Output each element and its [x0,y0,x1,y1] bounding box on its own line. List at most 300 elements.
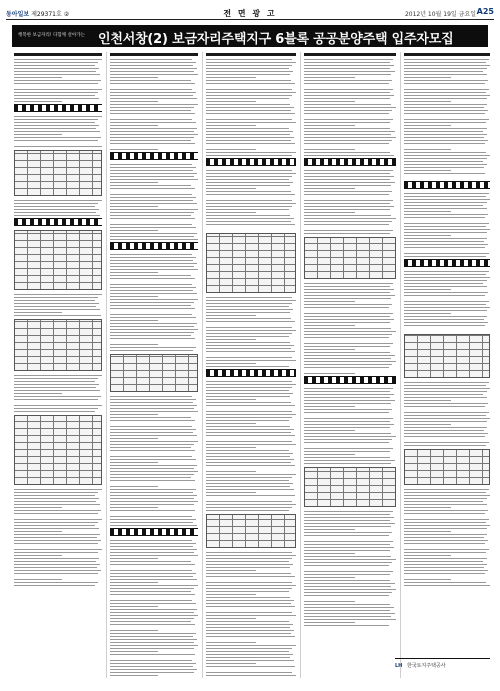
text-column [404,52,490,678]
fine-print-line [110,308,195,309]
column-divider [300,52,301,678]
fine-print-line [404,528,487,529]
fine-print-line [206,657,290,658]
fine-print-line [304,391,390,392]
decorative-pattern-band [304,158,396,166]
fine-print-line [404,564,487,565]
fine-print-line [110,80,191,81]
fine-print-line [110,182,158,183]
fine-print-line [206,597,290,598]
fine-print-line [206,489,294,490]
fine-print-line [304,104,391,105]
fine-print-line [110,257,196,258]
fine-print-line [304,304,392,305]
fine-print-line [404,418,490,419]
fine-print-line [304,194,389,195]
fine-print-line [206,393,293,394]
fine-print-line [110,474,194,475]
fine-print-line [110,543,196,544]
fine-print-line [304,571,393,572]
fine-print-line [110,591,191,592]
fine-print-line [14,561,96,562]
fine-print-line [110,588,194,589]
fine-print-line [110,74,198,75]
fine-print-line [14,552,98,553]
fine-print-line [404,256,486,257]
fine-print-line [206,645,296,646]
fine-print-line [404,304,486,305]
fine-print-line [110,459,196,460]
fine-print-line [110,456,192,457]
fine-print-line [110,101,158,102]
fine-print-line [206,131,293,132]
fine-print-line [404,170,451,171]
fine-print-line [206,399,256,400]
fine-print-line [304,511,393,512]
fine-print-line [206,77,256,78]
fine-print-line [110,525,197,526]
fine-print-line [206,426,290,427]
fine-print-line [404,555,451,556]
fine-print-line [304,562,392,563]
fine-print-line [110,447,191,448]
fine-print-line [110,540,192,541]
fine-print-line [304,179,390,180]
fine-print-line [304,212,355,213]
fine-print-line [110,615,198,616]
fine-print-line [304,355,395,356]
fine-print-line [14,74,100,75]
fine-print-line [14,206,95,207]
fine-print-line [110,233,197,234]
fine-print-line [206,552,292,553]
fine-print-line [304,289,394,290]
fine-print-line [404,573,485,574]
fine-print-line [110,594,195,595]
fine-print-line [206,618,256,619]
fine-print-line [206,510,289,511]
text-column [206,52,296,678]
fine-print-line [304,349,355,350]
fine-print-line [404,388,490,389]
fine-print-line [14,65,95,66]
fine-print-line [110,110,191,111]
fine-print-line [404,77,451,78]
fine-print-line [206,119,292,120]
fine-print-line [110,522,193,523]
advertiser-footer [395,658,490,670]
fine-print-line [110,573,196,574]
section-title: 전 면 광 고 [223,9,277,18]
fine-print-line [110,167,196,168]
fine-print-line [404,241,484,242]
text-column [14,52,102,678]
fine-print-line [304,134,391,135]
fine-print-line [404,430,484,431]
fine-print-line [14,537,97,538]
fine-print-line [110,329,198,330]
fine-print-line [304,170,393,171]
fine-print-line [14,495,95,496]
fine-print-line [206,384,296,385]
fine-print-line [110,666,193,667]
fine-print-line [206,194,295,195]
fine-print-line [14,131,100,132]
fine-print-line [304,424,394,425]
fine-print-line [14,411,95,412]
fine-print-line [304,388,393,389]
banner-subtitle: 행복한 보금자리! 다함께 살아가는 [18,33,85,38]
fine-print-line [110,170,193,171]
fine-print-line [404,313,451,314]
fine-print-line [206,636,295,637]
fine-print-line [110,164,192,165]
fine-print-line [110,113,195,114]
fine-print-line [206,107,294,108]
fine-print-line [404,113,485,114]
issue-number: 제29371호 ② [31,11,70,18]
fine-print-line [110,402,193,403]
fine-print-line [110,426,192,427]
fine-print-line [206,218,294,219]
fine-print-line [14,200,102,201]
fine-print-line [206,567,290,568]
fine-print-line [304,101,355,102]
section-heading-bar [206,53,296,56]
fine-print-line [404,253,489,254]
fine-print-line [304,176,394,177]
fine-print-line [14,125,99,126]
decorative-pattern-band [14,218,102,226]
fine-print-line [14,564,100,565]
fine-print-line [110,293,197,294]
fine-print-line [14,294,102,295]
fine-print-line [206,507,292,508]
fine-print-line [110,206,158,207]
fine-print-line [14,83,98,84]
fine-print-line [110,630,158,631]
fine-print-line [110,468,194,469]
fine-print-line [14,300,95,301]
fine-print-line [206,447,256,448]
fine-print-line [404,492,486,493]
fine-print-line [304,200,393,201]
fine-print-line [404,193,489,194]
fine-print-line [404,134,487,135]
fine-print-line [404,537,484,538]
fine-print-line [304,191,392,192]
fine-print-line [110,92,196,93]
fine-print-line [304,421,390,422]
fine-print-line [206,357,292,358]
fine-print-line [304,352,390,353]
fine-print-line [304,586,391,587]
fine-print-line [14,393,62,394]
info-table [404,449,490,485]
fine-print-line [404,489,489,490]
fine-print-line [110,435,197,436]
fine-print-line [110,552,194,553]
fine-print-line [14,128,96,129]
fine-print-line [110,495,197,496]
fine-print-line [110,338,195,339]
fine-print-line [206,206,292,207]
fine-print-line [304,283,393,284]
fine-print-line [110,95,193,96]
fine-print-line [206,624,293,625]
fine-print-line [110,332,194,333]
fine-print-line [206,456,290,457]
fine-print-line [304,125,355,126]
fine-print-line [206,495,295,496]
fine-print-line [206,209,289,210]
fine-print-line [110,672,194,673]
fine-print-line [304,559,396,560]
fine-print-line [304,400,395,401]
fine-print-line [404,406,485,407]
fine-print-line [110,582,158,583]
fine-print-line [304,92,390,93]
fine-print-line [110,65,193,66]
fine-print-line [304,619,396,620]
fine-print-line [110,462,158,463]
fine-print-line [206,402,291,403]
fine-print-line [110,188,195,189]
fine-print-line [304,110,392,111]
fine-print-line [110,287,196,288]
fine-print-line [206,188,256,189]
fine-print-line [404,137,484,138]
lh-logo: LH [395,663,403,669]
fine-print-line [304,457,390,458]
fine-print-line [304,583,395,584]
fine-print-line [110,444,194,445]
fine-print-line [110,579,197,580]
fine-print-line [404,238,487,239]
fine-print-line [404,62,486,63]
fine-print-line [110,639,197,640]
decorative-pattern-band [206,369,296,377]
fine-print-line [110,585,198,586]
fine-print-line [110,137,194,138]
fine-print-line [404,397,487,398]
fine-print-line [404,128,487,129]
fine-print-line [206,71,293,72]
fine-print-line [304,334,392,335]
fine-print-line [404,226,486,227]
column-divider [106,52,107,678]
fine-print-line [304,131,395,132]
fine-print-line [110,272,158,273]
fine-print-line [404,495,490,496]
fine-print-line [110,411,198,412]
fine-print-line [304,316,390,317]
fine-print-line [404,561,483,562]
fine-print-line [404,391,487,392]
fine-print-line [14,303,99,304]
fine-print-line [110,609,197,610]
fine-print-line [206,621,289,622]
page-number: A25 [476,7,494,16]
fine-print-line [304,122,390,123]
fine-print-line [304,113,389,114]
fine-print-line [304,107,396,108]
fine-print-line [14,203,98,204]
fine-print-line [110,510,195,511]
fine-print-line [304,433,391,434]
fine-print-line [404,274,486,275]
fine-print-line [110,663,196,664]
fine-print-line [14,558,99,559]
info-table [14,415,102,485]
fine-print-line [110,405,197,406]
fine-print-line [110,576,193,577]
fine-print-line [304,233,390,234]
fine-print-line [304,215,391,216]
fine-print-line [14,498,99,499]
fine-print-line [404,152,486,153]
fine-print-line [304,209,390,210]
fine-print-line [206,594,256,595]
fine-print-line [404,582,486,583]
fine-print-line [304,328,391,329]
fine-print-line [304,526,391,527]
fine-print-line [206,483,293,484]
fine-print-line [404,394,483,395]
fine-print-line [304,451,390,452]
fine-print-line [404,199,490,200]
fine-print-line [110,68,197,69]
fine-print-line [14,137,101,138]
fine-print-line [404,316,487,317]
info-table [304,237,396,279]
fine-print-line [110,290,193,291]
fine-print-line [14,549,102,550]
fine-print-line [404,59,489,60]
fine-print-line [206,303,292,304]
fine-print-line [110,675,158,676]
fine-print-line [110,77,158,78]
fine-print-line [304,409,392,410]
fine-print-line [110,209,198,210]
fine-print-line [304,59,393,60]
fine-print-line [14,408,98,409]
fine-print-line [304,397,390,398]
fine-print-line [304,592,392,593]
fine-print-line [110,284,192,285]
fine-print-line [404,98,487,99]
fine-print-line [14,405,102,406]
fine-print-line [14,122,95,123]
fine-print-line [304,358,391,359]
fine-print-line [404,558,487,559]
fine-print-line [404,83,485,84]
fine-print-line [304,62,390,63]
info-table [304,467,396,507]
fine-print-line [404,534,487,535]
fine-print-line [404,214,488,215]
fine-print-line [304,517,394,518]
fine-print-line [304,436,396,437]
fine-print-line [206,333,292,334]
fine-print-line [110,612,194,613]
fine-print-line [206,339,256,340]
fine-print-line [110,501,198,502]
decorative-pattern-band [404,181,490,189]
fine-print-line [404,501,483,502]
fine-print-line [110,263,197,264]
fine-print-line [404,217,485,218]
fine-print-line [304,322,390,323]
fine-print-line [206,309,293,310]
fine-print-line [404,167,484,168]
fine-print-line [404,68,487,69]
fine-print-line [304,128,390,129]
fine-print-line [206,191,291,192]
fine-print-line [404,531,451,532]
fine-print-line [404,307,490,308]
fine-print-line [206,122,296,123]
fine-print-line [206,390,289,391]
decorative-pattern-band [110,242,198,250]
fine-print-line [304,361,396,362]
fine-print-line [110,119,192,120]
fine-print-line [14,140,98,141]
fine-print-line [304,541,393,542]
fine-print-line [14,519,102,520]
fine-print-line [304,580,390,581]
fine-print-line [206,501,292,502]
fine-print-line [404,65,490,66]
fine-print-line [110,227,196,228]
paper-name: 동아일보 [6,11,30,18]
fine-print-line [304,65,394,66]
fine-print-line [304,203,390,204]
fine-print-line [110,230,158,231]
fine-print-line [404,205,483,206]
fine-print-line [110,555,198,556]
fine-print-line [404,283,483,284]
fine-print-line [304,364,392,365]
fine-print-line [404,403,488,404]
fine-print-line [206,176,292,177]
fine-print-line [14,375,102,376]
fine-print-line [404,80,488,81]
fine-print-line [404,164,487,165]
fine-print-line [304,529,355,530]
fine-print-line [110,122,196,123]
fine-print-line [14,492,98,493]
fine-print-line [206,444,296,445]
fine-print-line [404,89,489,90]
fine-print-line [14,306,96,307]
fine-print-line [110,600,192,601]
text-column [110,52,198,678]
fine-print-line [14,384,99,385]
fine-print-line [304,418,393,419]
fine-print-line [14,309,100,310]
fine-print-line [110,648,194,649]
fine-print-line [110,215,191,216]
fine-print-line [304,221,392,222]
fine-print-line [206,387,292,388]
fine-print-line [110,224,192,225]
fine-print-line [110,317,196,318]
fine-print-line [206,215,290,216]
fine-print-line [110,549,197,550]
fine-print-line [404,507,451,508]
fine-print-line [110,603,196,604]
